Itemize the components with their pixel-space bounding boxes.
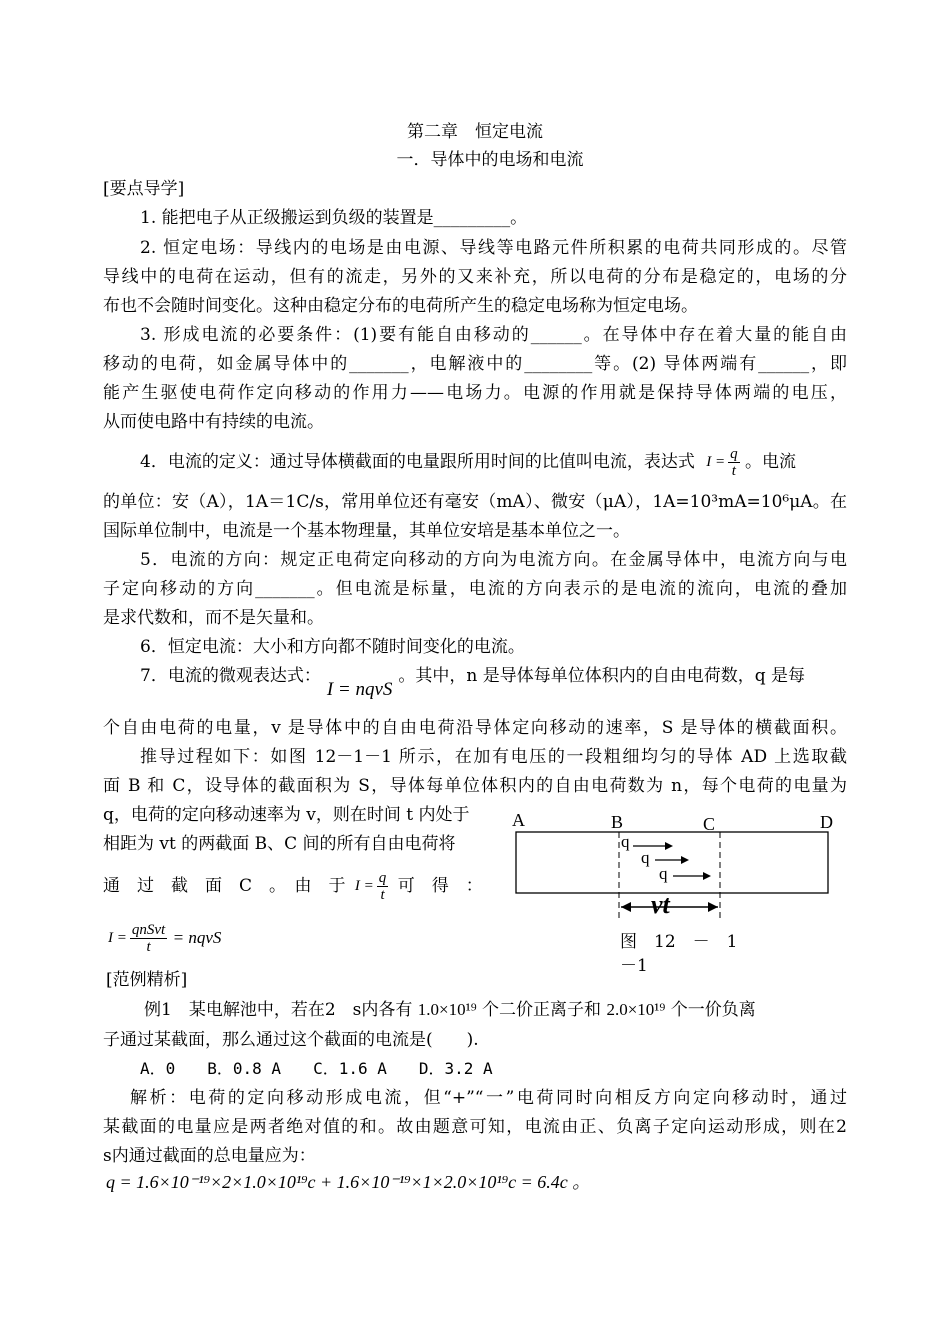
- paragraph-4-line-2: 的单位：安（A），1A＝1C/s，常用单位还有毫安（mA）、微安（μA），1A=10³mA=10⁶μA。在: [103, 492, 847, 512]
- label-d: D: [820, 812, 833, 832]
- charge-q-3: q: [659, 864, 668, 883]
- current-definition-text: 4．电流的定义：通过导体横截面的电量跟所用时间的比值叫电流，表达式: [140, 452, 695, 472]
- paragraph-5-line-1: 5．电流的方向：规定正电荷定向移动的方向为电流方向。在金属导体中，电流方向与电: [140, 550, 847, 570]
- derivation-line-2: 面 B 和 C，设导体的截面积为 S，导体每单位体积内的自由电荷数为 n，每个电荷的电量为: [103, 776, 847, 796]
- conductor-svg: [505, 810, 845, 930]
- example-1-options: A．0 B．0.8 A C．1.6 A D．3.2 A: [140, 1059, 493, 1078]
- analysis-line-2: 某截面的电量应是两者绝对值的和。故由题意可知，电流由正、负离子定向运动形成，则在2: [103, 1117, 847, 1137]
- current-fraction: I = $\frac{q}{t}$: [354, 870, 387, 903]
- derivation-line-3: q，电荷的定向移动速率为 v，则在时间 t 内处于: [103, 805, 470, 825]
- label-c: C: [703, 814, 716, 834]
- derivation-line-1: 推导过程如下：如图 12－1－1 所示，在加有电压的一段粗细均匀的导体 AD 上选取截: [140, 747, 847, 767]
- paragraph-2-line-1: 2. 恒定电场：导线内的电场是由电源、导线等电路元件所积累的电荷共同形成的。尽管: [140, 238, 847, 258]
- analysis-line-1: 解析：电荷的定向移动形成电流，但“+”“一”电荷同时向相反方向定向移动时，通过: [130, 1088, 847, 1108]
- paragraph-3-line-1: 3. 形成电流的必要条件：(1)要有能自由移动的______。在导体中存在着大量的能自由: [140, 325, 847, 345]
- analysis-formula: q = 1.6×10⁻¹⁹×2×1.0×10¹⁹c + 1.6×10⁻¹⁹×1×2.0×10¹⁹c = 6.4c 。: [106, 1172, 591, 1192]
- conductor-body: [516, 832, 828, 893]
- charge-q-2: q: [641, 848, 650, 867]
- label-a: A: [512, 810, 525, 830]
- section-title: 一．导体中的电场和电流: [396, 150, 584, 170]
- paragraph-5-line-3: 是求代数和，而不是矢量和。: [103, 608, 324, 628]
- conductor-diagram: [505, 810, 845, 930]
- label-b: B: [611, 812, 624, 832]
- chapter-title: 第二章 恒定电流: [407, 122, 543, 142]
- paragraph-4-line-3: 国际单位制中，电流是一个基本物理量，其单位安培是基本单位之一。: [103, 521, 630, 541]
- paragraph-4-line-1: 4．电流的定义：通过导体横截面的电量跟所用时间的比值叫电流，表达式 I = $\frac{q}{t}$ 。电流: [140, 446, 797, 479]
- label-vt: vt: [651, 890, 670, 919]
- figure-caption-line-2: －1: [620, 956, 648, 976]
- paragraph-2-line-2: 导线中的电荷在运动，但有的流走，另外的又来补充，所以电荷的分布是稳定的，电场的分: [103, 267, 847, 287]
- example-1-line-2: 子通过某截面，那么通过这个截面的电流是( ).: [103, 1030, 479, 1050]
- micro-current-formula: I = nqvS: [326, 679, 393, 700]
- paragraph-2-line-3: 布也不会随时间变化。这种由稳定分布的电荷所产生的稳定电场称为恒定电场。: [103, 296, 698, 316]
- analysis-line-3: s内通过截面的总电量应为：: [103, 1146, 316, 1166]
- derivation-formula: I = qnSvt t = nqvS: [108, 922, 222, 955]
- paragraph-3-line-4: 从而使电路中有持续的电流。: [103, 412, 324, 432]
- figure-caption-line-1: 图 12 － 1: [620, 932, 738, 952]
- section-heading-examples: [范例精析]: [106, 970, 188, 990]
- paragraph-7-line-2: 个自由电荷的电量，v 是导体中的自由电荷沿导体定向移动的速率，S 是导体的横截面积。: [103, 718, 847, 738]
- derivation-line-5: 通 过 截 面 C 。 由 于 I = $\frac{q}{t}$ 可 得 ：: [103, 870, 483, 903]
- charge-q-1: q: [621, 832, 630, 851]
- example-1-line-1: 例1 某电解池中，若在2 s内各有 1.0×10¹⁹ 个二价正离子和 2.0×10¹⁹ 个一价负离: [144, 1000, 756, 1020]
- paragraph-1: 1. 能把电子从正级搬运到负级的装置是_________。: [140, 208, 528, 228]
- paragraph-3-line-3: 能产生驱使电荷作定向移动的作用力——电场力。电源的作用就是保持导体两端的电压，: [103, 383, 847, 403]
- paragraph-3-line-2: 移动的电荷，如金属导体中的_______，电解液中的________等。(2) 导体两端有______，即: [103, 354, 847, 374]
- derivation-line-4: 相距为 vt 的两截面 B、C 间的所有自由电荷将: [103, 834, 456, 854]
- current-definition-formula: I = $\frac{q}{t}$: [706, 446, 738, 479]
- paragraph-5-line-2: 子定向移动的方向_______。但电流是标量，电流的方向表示的是电流的流向，电流的叠加: [103, 579, 847, 599]
- paragraph-6: 6．恒定电流：大小和方向都不随时间变化的电流。: [140, 637, 525, 657]
- paragraph-7-line-1: 7．电流的微观表达式：I = nqvS。其中，n 是导体每单位体积内的自由电荷数，q 是每: [140, 666, 806, 700]
- section-heading-key-points: [要点导学]: [103, 179, 185, 199]
